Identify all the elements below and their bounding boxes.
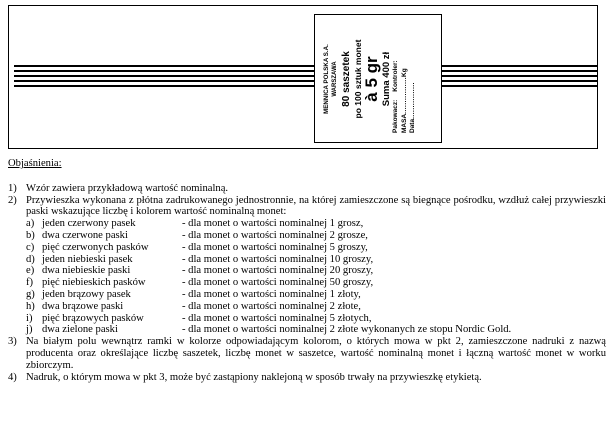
sub-meaning: - dla monet o wartości nominalnej 2 złote wykonanych ze stopu Nordic Gold. [182, 324, 512, 336]
sub-item [26, 324, 606, 336]
point-1 [8, 183, 606, 195]
sub-item [26, 313, 606, 325]
label-sum: Suma 400 zł [381, 51, 392, 107]
sub-letter: d) [26, 253, 35, 265]
sub-desc: pięć brązowych pasków [42, 312, 144, 324]
label-signatures [392, 17, 401, 141]
sub-meaning: - dla monet o wartości nominalnej 1 grosz, [182, 218, 364, 230]
sub-letter: i) [26, 312, 33, 324]
sub-letter: a) [26, 218, 35, 230]
sub-desc: dwa brązowe paski [42, 300, 124, 312]
point-text: Nadruk, o którym mowa w pkt 3, może być zastąpiony naklejoną w sposób trwały na przywieszkę etykietą. [26, 371, 482, 383]
sub-letter: h) [26, 300, 35, 312]
sub-item [26, 230, 606, 242]
label-date: Data [409, 118, 416, 133]
sub-desc: jeden czerwony pasek [42, 218, 136, 230]
sub-item [26, 289, 606, 301]
sub-desc: jeden brązowy pasek [42, 288, 131, 300]
sub-meaning: - dla monet o wartości nominalnej 10 groszy, [182, 253, 374, 265]
sub-letter: e) [26, 265, 35, 277]
stripe-5 [14, 85, 598, 87]
point-number: 3) [8, 336, 17, 348]
point-text: Przywieszka wykonana z płótna zadrukowanego jednostronnie, na której zamieszczone są biegnące pośrodku, wzdłuż całej przywieszki paski wskazujące liczbę i kolorem wartość nominalną monet: [26, 194, 606, 218]
label-sachets: 80 saszetek [341, 51, 352, 107]
sub-item [26, 242, 606, 254]
sub-item [26, 218, 606, 230]
sub-desc: pięć czerwonych pasków [42, 241, 149, 253]
sub-letter: c) [26, 241, 35, 253]
label-packer: Pakowacz: [392, 99, 399, 133]
label-text [317, 17, 441, 141]
sub-letter: g) [26, 288, 35, 300]
sub-meaning: - dla monet o wartości nominalnej 2 grosze, [182, 229, 368, 241]
label-producer: MENNICA POLSKA S.A. [323, 44, 330, 114]
stripe-2 [14, 70, 598, 72]
label-date-dots: ................ [409, 82, 416, 119]
sub-letter: b) [26, 229, 35, 241]
sub-item [26, 301, 606, 313]
sub-desc: dwa niebieskie paski [42, 265, 131, 277]
sub-meaning: - dla monet o wartości nominalnej 1 złoty, [182, 288, 361, 300]
explanations [8, 158, 606, 383]
sub-meaning: - dla monet o wartości nominalnej 5 złotych, [182, 312, 372, 324]
point-number: 1) [8, 182, 17, 194]
stripe-4 [14, 80, 598, 82]
label-city: WARSZAWA [332, 61, 338, 97]
label-controller: Kontroler: [392, 60, 399, 92]
sub-meaning: - dla monet o wartości nominalnej 2 złote, [182, 300, 361, 312]
point-3 [8, 336, 606, 371]
stripe-1 [14, 65, 598, 67]
point-body [26, 195, 606, 337]
point-2 [8, 195, 606, 337]
stripe-3 [14, 75, 598, 77]
sub-item [26, 277, 606, 289]
point-text: Wzór zawiera przykładową wartość nominalną. [26, 182, 229, 194]
point-number: 2) [8, 194, 17, 206]
tag-outline [8, 5, 598, 149]
sub-meaning: - dla monet o wartości nominalnej 20 groszy, [182, 265, 374, 277]
sub-desc: pięć niebieskich pasków [42, 277, 146, 289]
sub-item [26, 254, 606, 266]
label-kg: Kg [400, 68, 408, 77]
sub-letter: j) [26, 324, 33, 336]
point-number: 4) [8, 371, 17, 383]
label-box [314, 14, 442, 143]
sub-desc: dwa czerwone paski [42, 229, 128, 241]
sub-desc: jeden niebieski pasek [42, 253, 133, 265]
label-mass: MASA [400, 113, 408, 133]
label-mass-dots: ................ [400, 76, 408, 114]
point-4 [8, 372, 606, 384]
label-denomination: à 5 gr [362, 56, 381, 102]
explanations-heading: Objaśnienia: [8, 158, 62, 169]
sub-desc: dwa zielone paski [42, 324, 118, 336]
label-coins-per-sachet: po 100 sztuk monet [353, 39, 363, 119]
sub-letter: f) [26, 277, 34, 289]
sub-item [26, 265, 606, 277]
sub-meaning: - dla monet o wartości nominalnej 50 groszy, [182, 277, 374, 289]
point-text: Na białym polu wewnątrz ramki w kolorze odpowiadającym kolorom, o których mowa w pkt 2, zamieszczone nadruki z nazwą producenta oraz określające liczbę saszetek, liczbę monet w saszetce, wartość nominalną monet i łączną wartość monet w worku zbiorczym. [26, 336, 606, 371]
sub-meaning: - dla monet o wartości nominalnej 5 groszy, [182, 241, 368, 253]
label-mass-row [401, 17, 410, 141]
label-date-row [409, 17, 418, 141]
tag-diagram [0, 0, 613, 152]
